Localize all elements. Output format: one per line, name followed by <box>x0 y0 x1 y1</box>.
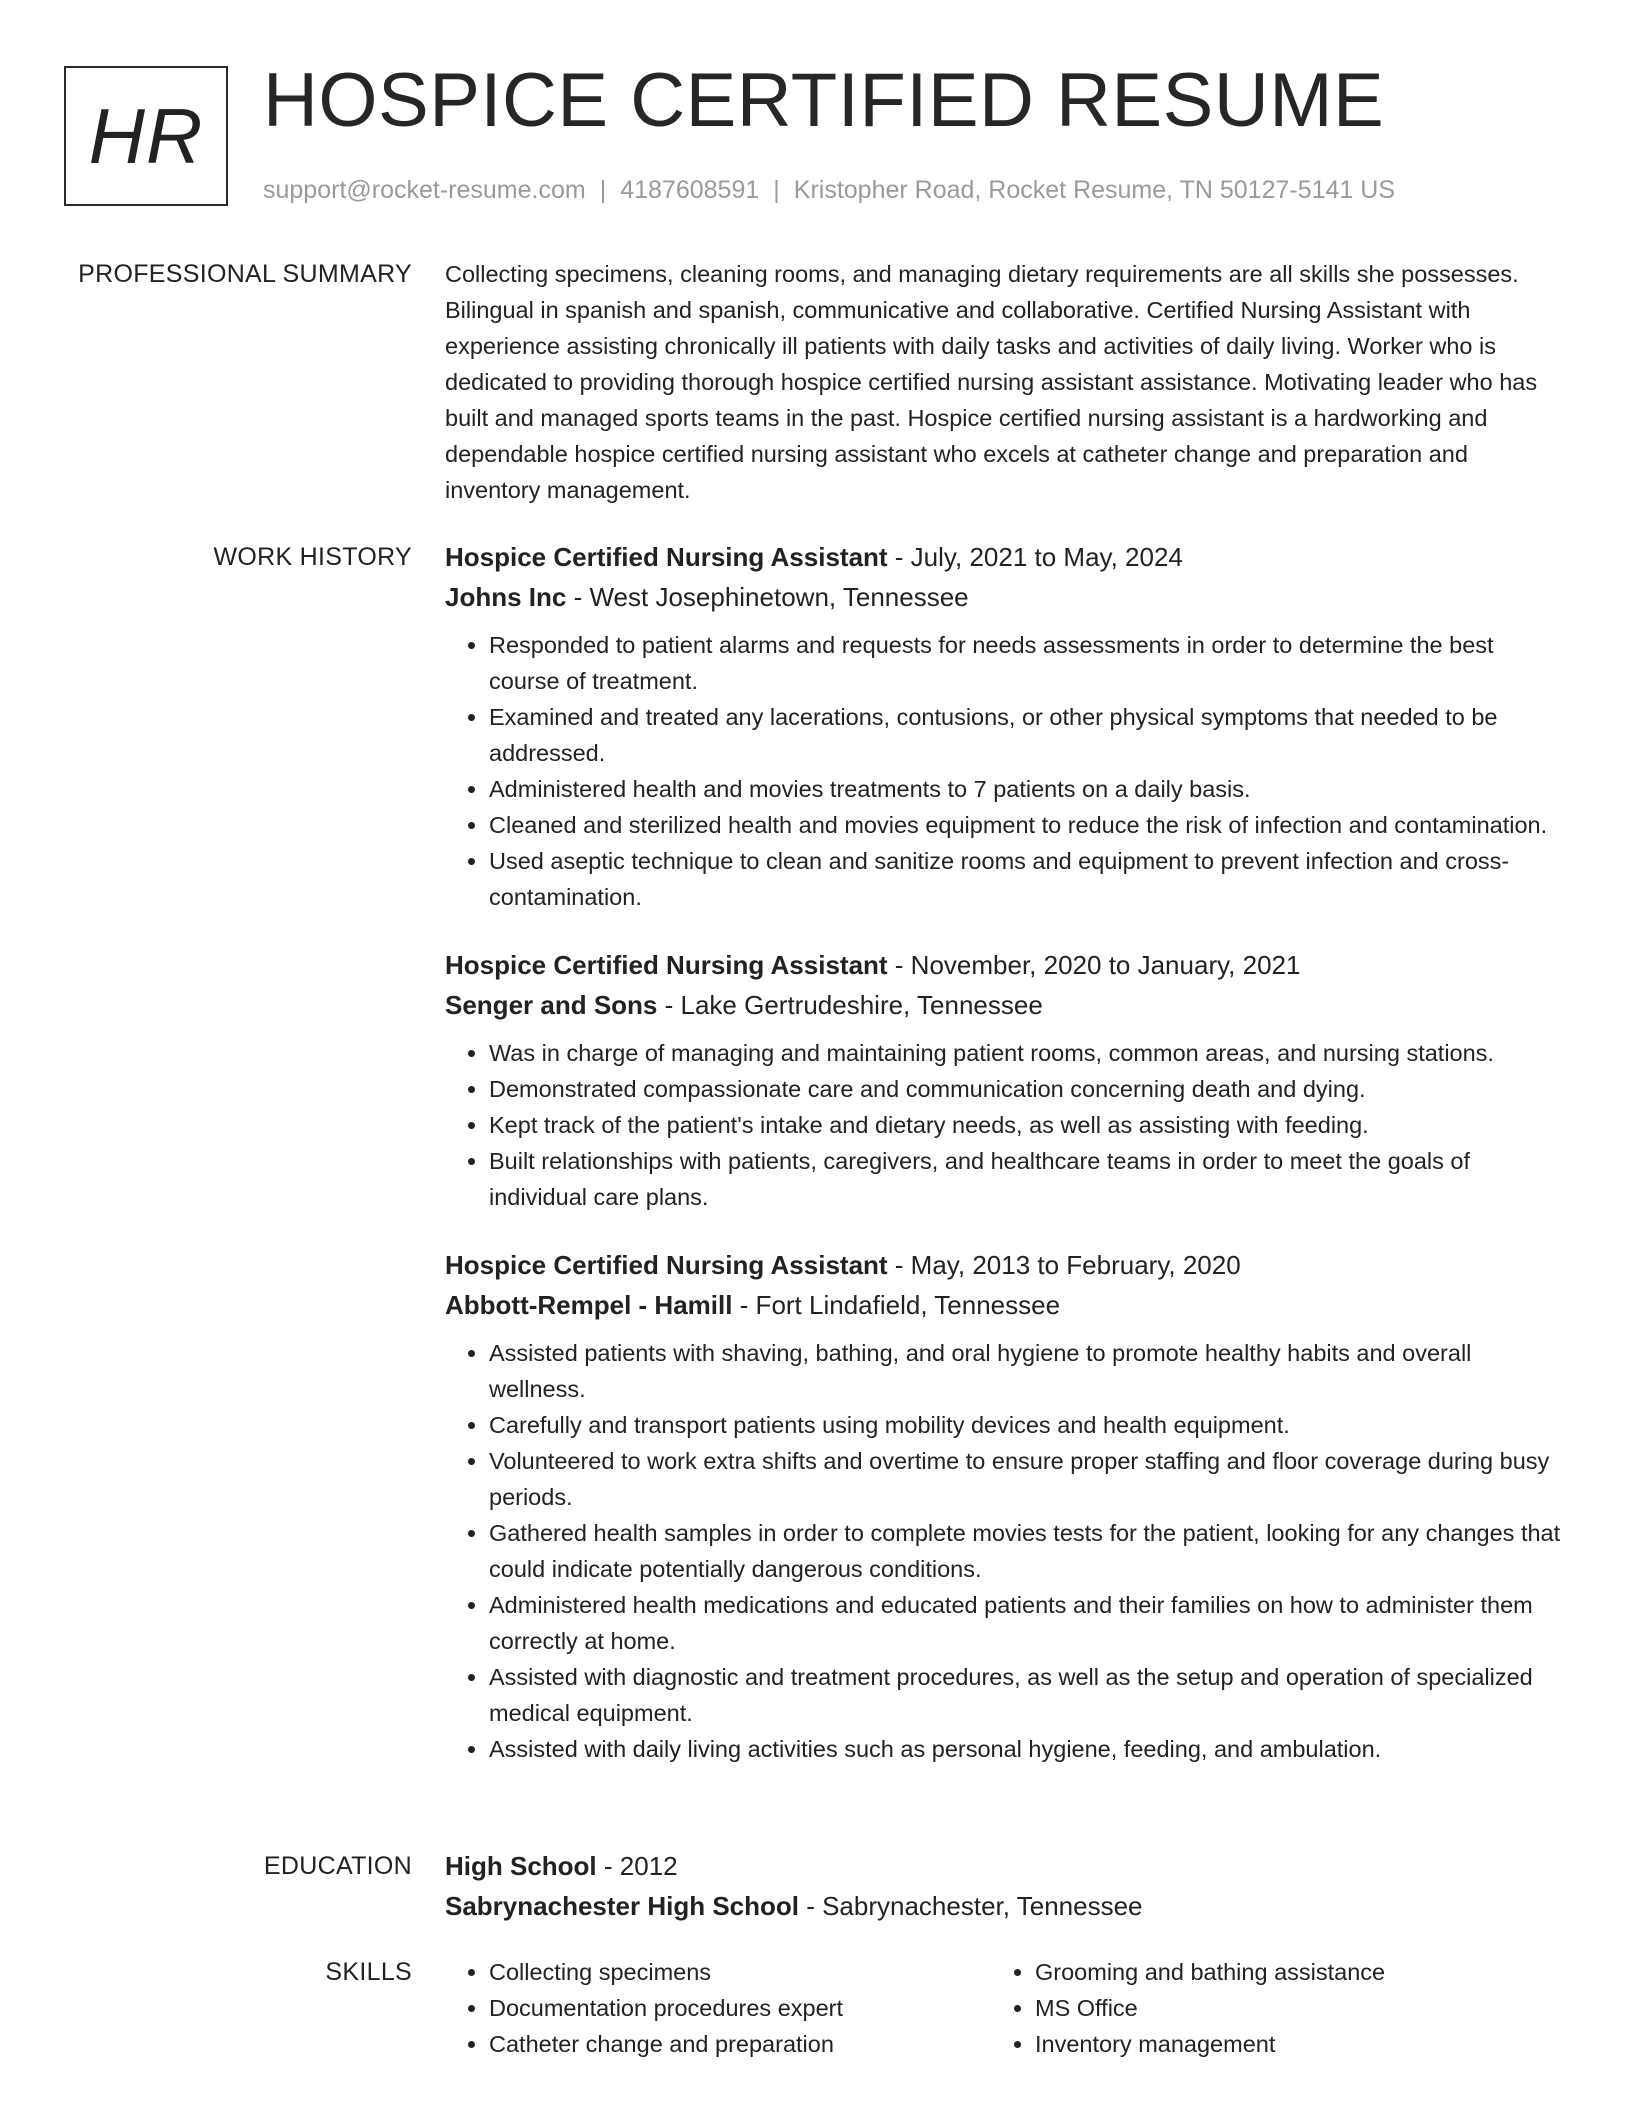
job-bullet: • Administered health medications and educated patients and their families on how to administer them correctly at home. <box>489 1587 1563 1659</box>
job-bullet: • Used aseptic technique to clean and sanitize rooms and equipment to prevent infection and cross-contamination. <box>489 843 1563 915</box>
job-entry <box>445 945 1563 1215</box>
skill-item: • MS Office <box>1035 1990 1537 2026</box>
job-title: Hospice Certified Nursing Assistant <box>445 542 888 572</box>
job-bullet: • Assisted with daily living activities such as personal hygiene, feeding, and ambulation. <box>489 1731 1563 1767</box>
skill-item: • Inventory management <box>1035 2026 1537 2062</box>
job-bullet: • Built relationships with patients, caregivers, and healthcare teams in order to meet the goals of individual care plans. <box>489 1143 1563 1215</box>
summary-heading: PROFESSIONAL SUMMARY <box>78 260 412 288</box>
job-location: - Lake Gertrudeshire, Tennessee <box>657 990 1043 1020</box>
job-bullet: • Carefully and transport patients using mobility devices and health equipment. <box>489 1407 1563 1443</box>
job-bullet: • Examined and treated any lacerations, contusions, or other physical symptoms that needed to be addressed. <box>489 699 1563 771</box>
skill-item: • Documentation procedures expert <box>489 1990 991 2026</box>
job-company: Johns Inc <box>445 582 567 612</box>
job-bullet: • Volunteered to work extra shifts and overtime to ensure proper staffing and floor coverage during busy periods. <box>489 1443 1563 1515</box>
skill-item: • Catheter change and preparation <box>489 2026 991 2062</box>
work-history-heading: WORK HISTORY <box>213 543 412 571</box>
job-title-line <box>445 537 1563 577</box>
job-bullet: • Demonstrated compassionate care and communication concerning death and dying. <box>489 1071 1563 1107</box>
education-degree-line <box>445 1846 1563 1886</box>
job-bullets <box>445 1335 1563 1767</box>
job-company-line <box>445 577 1563 617</box>
skills-column <box>445 1954 991 2062</box>
education-school: Sabrynachester High School <box>445 1891 799 1921</box>
job-dates: - May, 2013 to February, 2020 <box>887 1250 1241 1280</box>
work-history-body <box>445 537 1563 1797</box>
job-title: Hospice Certified Nursing Assistant <box>445 950 888 980</box>
skills-body <box>445 1954 1563 2062</box>
skill-item: • Grooming and bathing assistance <box>1035 1954 1537 1990</box>
job-location: - West Josephinetown, Tennessee <box>566 582 969 612</box>
job-entry <box>445 537 1563 915</box>
skill-item: • Collecting specimens <box>489 1954 991 1990</box>
summary-body <box>445 256 1563 508</box>
monogram-logo: HR <box>64 66 228 206</box>
job-bullet: • Kept track of the patient's intake and dietary needs, as well as assisting with feeding. <box>489 1107 1563 1143</box>
job-dates: - November, 2020 to January, 2021 <box>887 950 1301 980</box>
job-bullets <box>445 1035 1563 1215</box>
contact-email[interactable]: support@rocket-resume.com <box>263 176 586 204</box>
job-bullet: • Assisted with diagnostic and treatment procedures, as well as the setup and operation of specialized medical equipment. <box>489 1659 1563 1731</box>
contact-separator: | <box>773 176 780 204</box>
job-company-line <box>445 1285 1563 1325</box>
job-location: - Fort Lindafield, Tennessee <box>732 1290 1061 1320</box>
job-entry <box>445 1245 1563 1767</box>
job-company-line <box>445 985 1563 1025</box>
skills-column <box>991 1954 1537 2062</box>
job-title-line <box>445 945 1563 985</box>
contact-phone[interactable]: 4187608591 <box>620 176 760 204</box>
education-body <box>445 1846 1563 1926</box>
job-company: Senger and Sons <box>445 990 658 1020</box>
job-title: Hospice Certified Nursing Assistant <box>445 1250 888 1280</box>
education-degree: High School <box>445 1851 597 1881</box>
job-bullet: • Assisted patients with shaving, bathing, and oral hygiene to promote healthy habits and overall wellness. <box>489 1335 1563 1407</box>
education-location: - Sabrynachester, Tennessee <box>798 1891 1143 1921</box>
resume-title: HOSPICE CERTIFIED RESUME <box>263 58 1385 143</box>
education-heading: EDUCATION <box>263 1852 412 1880</box>
contact-separator: | <box>599 176 607 204</box>
job-bullet: • Was in charge of managing and maintaining patient rooms, common areas, and nursing stations. <box>489 1035 1563 1071</box>
job-dates: - July, 2021 to May, 2024 <box>887 542 1183 572</box>
summary-text: Collecting specimens, cleaning rooms, and managing dietary requirements are all skills she possesses. Bilingual in spanish and spanish, communicative and collaborative. Certified Nursing Assistant with experience assisting chronically ill patients with daily tasks and activities of daily living. Worker who is dedicated to providing thorough hospice certified nursing assistant assistance. Motivating leader who has built and managed sports teams in the past. Hospice certified nursing assistant is a hardworking and dependable hospice certified nursing assistant who excels at catheter change and preparation and inventory management. <box>445 261 1538 503</box>
skills-heading: SKILLS <box>325 1958 412 1986</box>
contact-line <box>263 174 1395 206</box>
job-bullet: • Gathered health samples in order to complete movies tests for the patient, looking for any changes that could indicate potentially dangerous conditions. <box>489 1515 1563 1587</box>
education-year: - 2012 <box>596 1851 678 1881</box>
education-school-line <box>445 1886 1563 1926</box>
contact-address: Kristopher Road, Rocket Resume, TN 50127-5141 US <box>793 176 1395 204</box>
job-bullet: • Administered health and movies treatments to 7 patients on a daily basis. <box>489 771 1563 807</box>
job-title-line <box>445 1245 1563 1285</box>
job-bullets <box>445 627 1563 915</box>
job-bullet: • Responded to patient alarms and requests for needs assessments in order to determine the best course of treatment. <box>489 627 1563 699</box>
job-bullet: • Cleaned and sterilized health and movies equipment to reduce the risk of infection and contamination. <box>489 807 1563 843</box>
job-company: Abbott-Rempel - Hamill <box>445 1290 733 1320</box>
